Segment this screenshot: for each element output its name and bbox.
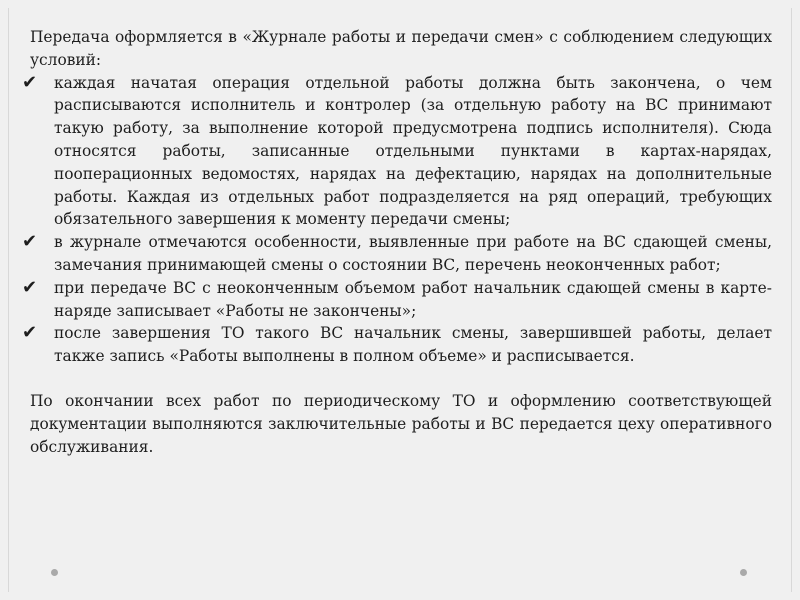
condition-text: каждая начатая операция отдельной работы должна быть закончена, о чем расписываются исполнитель и контролер (за отдельную работу на ВС принимают такую работу, за выполнение которой предусмотрена подпись исполнителя). Сюда относятся работы, записанные отдельными пунктами в картах-нарядах, пооперационных ведомостях, нарядах на дефектацию, нарядах на дополнительные работы. Каждая из отдельных работ подразделяется на ряд операций, требующих обязательного завершения к моменту передачи смены; xyxy=(54,73,772,229)
check-mark-icon: ✔ xyxy=(22,276,38,298)
condition-text: в журнале отмечаются особенности, выявленные при работе на ВС сдающей смены, замечания принимающей смены о состоянии ВС, перечень неоконченных работ; xyxy=(54,233,772,274)
decorative-dot-left xyxy=(51,569,58,576)
check-mark-icon: ✔ xyxy=(22,231,38,253)
decorative-dot-right xyxy=(740,569,747,576)
condition-text: при передаче ВС с неоконченным объемом работ начальник сдающей смены в карте-наряде записывает «Работы не закончены»; xyxy=(54,278,772,320)
conditions-list xyxy=(22,71,772,368)
condition-item xyxy=(22,322,772,368)
condition-item xyxy=(22,231,772,277)
slide-content xyxy=(22,26,772,458)
condition-item xyxy=(22,276,772,323)
intro-paragraph: Передача оформляется в «Журнале работы и передачи смен» с соблюдением следующих условий: xyxy=(30,28,772,69)
condition-text: после завершения ТО такого ВС начальник смены, завершившей работы, делает также запись «Работы выполнены в полном объеме» и расписывается. xyxy=(54,324,772,366)
condition-item xyxy=(22,71,772,232)
check-mark-icon: ✔ xyxy=(22,322,38,344)
closing-paragraph: По окончании всех работ по периодическому ТО и оформлению соответствующей документации выполняются заключительные работы и ВС передается цеху оперативного обслуживания. xyxy=(30,391,772,456)
check-mark-icon: ✔ xyxy=(22,71,38,93)
